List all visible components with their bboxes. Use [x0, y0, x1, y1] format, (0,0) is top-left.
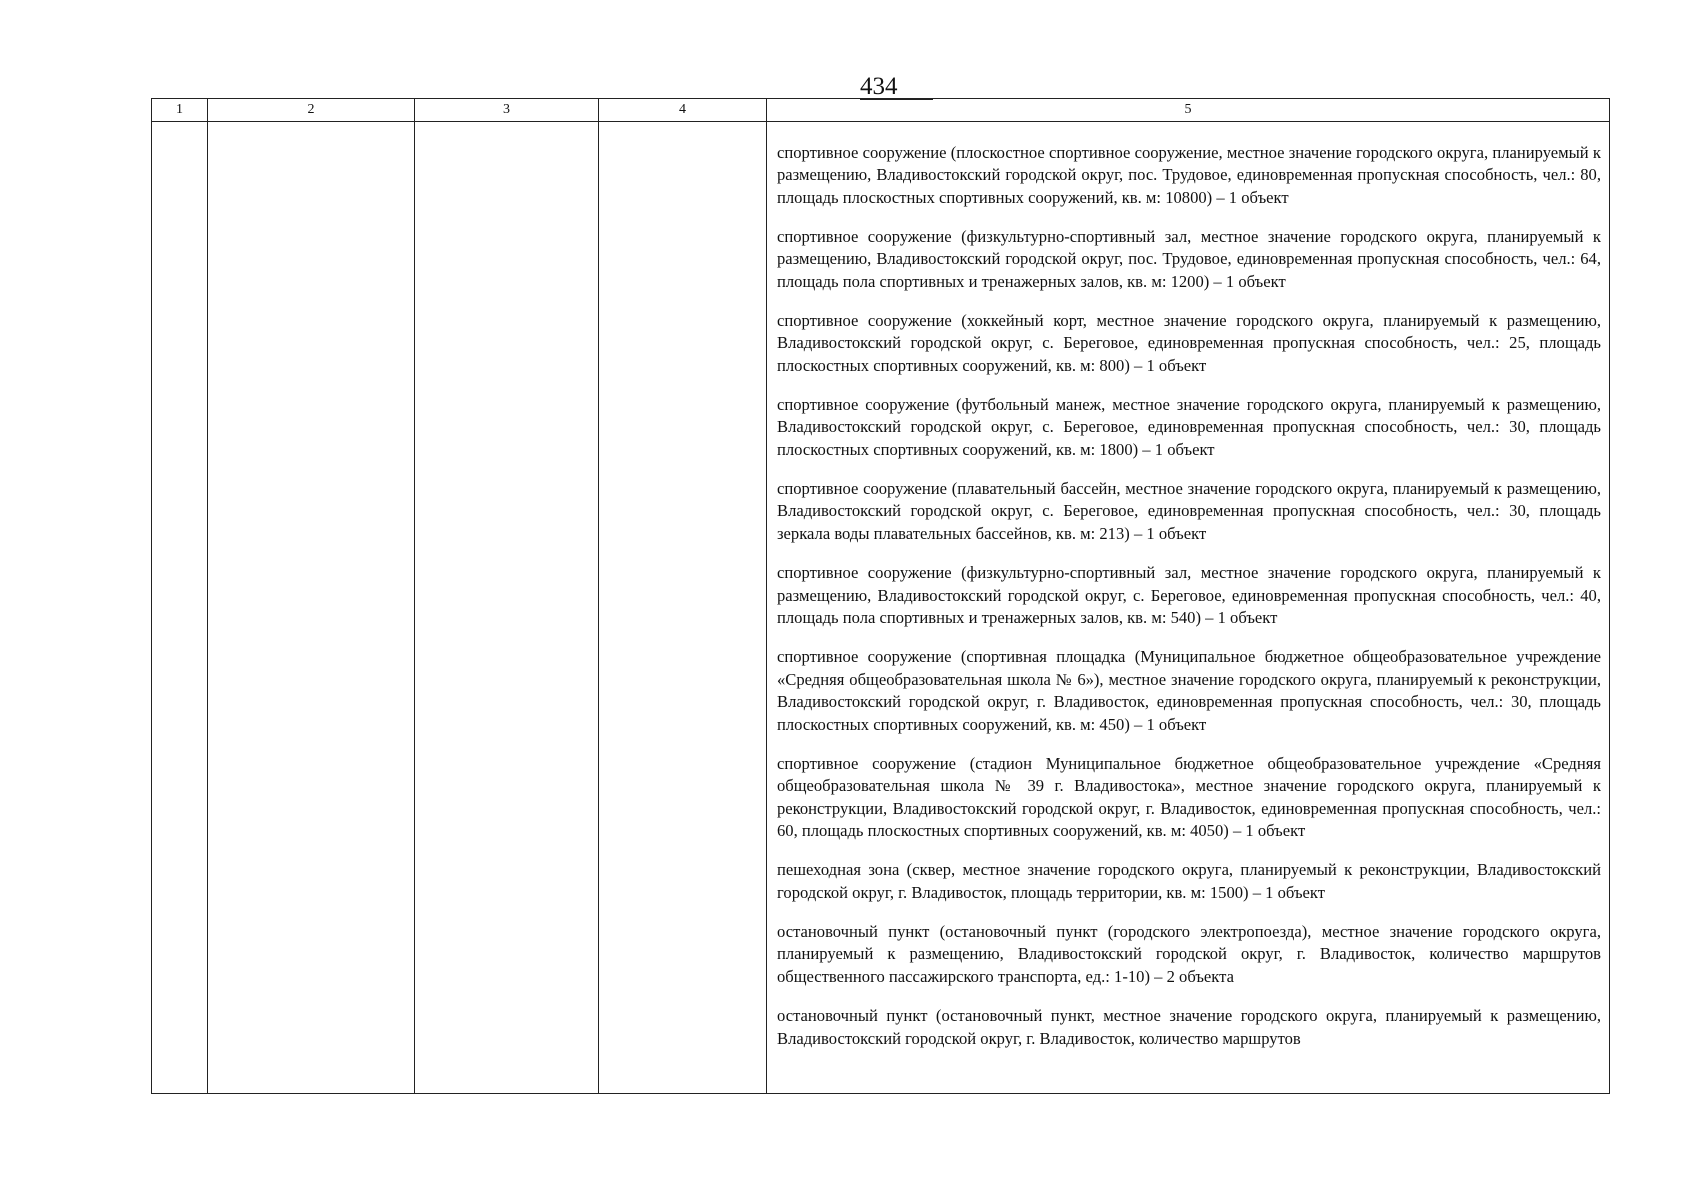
facility-entry: спортивное сооружение (хоккейный корт, местное значение городского округа, планируемый к размещению, Владивостокский городской округ, с. Береговое, единовременная пропускная способность, чел.: 25, площадь плоскостных спортивных сооружений, кв. м: 800) – 1 объект	[777, 310, 1601, 375]
facility-entry: остановочный пункт (остановочный пункт, местное значение городского округа, планируемый к размещению, Владивостокский городской округ, г. Владивосток, количество маршрутов	[777, 1006, 1601, 1048]
facility-entry: остановочный пункт (остановочный пункт (городского электропоезда), местное значение городского округа, планируемый к размещению, Владивостокский городской округ, г. Владивосток, количество маршрутов общественного пассажирского транспорта, ед.: 1-10) – 2 объекта	[777, 921, 1601, 986]
page-number: 434	[860, 74, 933, 100]
facility-entry: спортивное сооружение (плавательный бассейн, местное значение городского округа, планируемый к размещению, Владивостокский городской округ, с. Береговое, единовременная пропускная способность, чел.: 30, площадь зеркала воды плавательных бассейнов, кв. м: 213) – 1 объект	[777, 478, 1601, 543]
cell-col-5	[767, 122, 1610, 1094]
table-row	[152, 122, 1610, 1094]
cell-col-2	[208, 122, 415, 1094]
column-header-2: 2	[208, 99, 415, 122]
facility-entry: спортивное сооружение (футбольный манеж, местное значение городского округа, планируемый к размещению, Владивостокский городской округ, с. Береговое, единовременная пропускная способность, чел.: 30, площадь плоскостных спортивных сооружений, кв. м: 1800) – 1 объект	[777, 394, 1601, 459]
column-header-3: 3	[415, 99, 599, 122]
facility-entry: спортивное сооружение (плоскостное спортивное сооружение, местное значение городского округа, планируемый к размещению, Владивостокский городской округ, пос. Трудовое, единовременная пропускная способность, чел.: 80, площадь плоскостных спортивных сооружений, кв. м: 10800) – 1 объект	[777, 142, 1601, 207]
column-header-5: 5	[767, 99, 1610, 122]
facility-entry: спортивное сооружение (стадион Муниципальное бюджетное общеобразовательное учреждение «Средняя общеобразовательная школа № 39 г. Владивостока», местное значение городского округа, планируемый к реконструкции, Владивостокский городской округ, г. Владивосток, единовременная пропускная способность, чел.: 60, площадь плоскостных спортивных сооружений, кв. м: 4050) – 1 объект	[777, 753, 1601, 841]
column-header-1: 1	[152, 99, 208, 122]
table-header-row	[152, 99, 1610, 122]
document-table	[151, 98, 1610, 1094]
facility-list	[777, 125, 1601, 1093]
facility-entry: спортивное сооружение (физкультурно-спортивный зал, местное значение городского округа, планируемый к размещению, Владивостокский городской округ, пос. Трудовое, единовременная пропускная способность, чел.: 64, площадь пола спортивных и тренажерных залов, кв. м: 1200) – 1 объект	[777, 226, 1601, 291]
facility-entry: спортивное сооружение (спортивная площадка (Муниципальное бюджетное общеобразовательное учреждение «Средняя общеобразовательная школа № 6»), местное значение городского округа, планируемый к реконструкции, Владивостокский городской округ, г. Владивосток, единовременная пропускная способность, чел.: 30, площадь плоскостных спортивных сооружений, кв. м: 450) – 1 объект	[777, 647, 1601, 734]
cell-col-3	[415, 122, 599, 1094]
column-header-4: 4	[599, 99, 767, 122]
facility-entry: спортивное сооружение (физкультурно-спортивный зал, местное значение городского округа, планируемый к размещению, Владивостокский городской округ, с. Береговое, единовременная пропускная способность, чел.: 40, площадь пола спортивных и тренажерных залов, кв. м: 540) – 1 объект	[777, 563, 1601, 628]
cell-col-4	[599, 122, 767, 1094]
cell-col-1	[152, 122, 208, 1094]
facility-entry: пешеходная зона (сквер, местное значение городского округа, планируемый к реконструкции, Владивостокский городской округ, г. Владивосток, площадь территории, кв. м: 1500) – 1 объект	[777, 860, 1601, 902]
